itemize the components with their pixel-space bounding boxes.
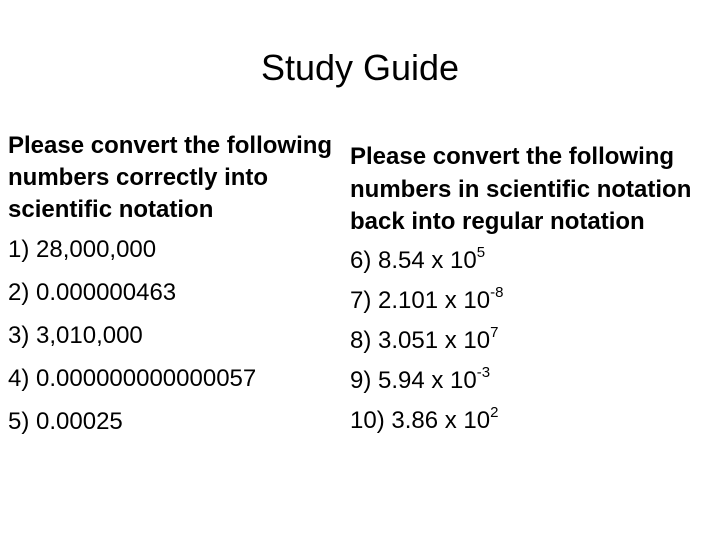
problem-6-exponent: 5	[476, 243, 486, 261]
problem-3: 3) 3,010,000	[8, 322, 143, 349]
right-column	[350, 141, 715, 441]
problem-7-base: 7) 2.101 x 10	[350, 286, 491, 314]
problem-9-base: 9) 5.94 x 10	[350, 366, 477, 394]
problem-10	[350, 401, 715, 441]
problem-8	[350, 321, 715, 361]
problem-10-base: 10) 3.86 x 10	[350, 406, 491, 434]
problem-9	[350, 361, 715, 401]
problem-2: 2) 0.000000463	[8, 279, 177, 306]
problem-10-exponent: 2	[490, 403, 499, 421]
problem-7-exponent: -8	[490, 283, 504, 301]
problem-6	[350, 241, 715, 281]
problem-9-exponent: -3	[476, 363, 491, 381]
problem-8-exponent: 7	[490, 323, 499, 341]
problem-4: 4) 0.000000000000057	[8, 365, 257, 392]
problem-1: 1) 28,000,000	[8, 236, 157, 263]
problem-6-base: 6) 8.54 x 10	[350, 246, 477, 274]
page-title: Study Guide	[260, 47, 460, 88]
left-column	[8, 130, 338, 443]
left-heading: Please convert the following numbers correctly into scientific notation	[8, 132, 333, 223]
problem-8-base: 8) 3.051 x 10	[350, 326, 491, 354]
problem-5: 5) 0.00025	[8, 408, 123, 435]
right-heading: Please convert the following numbers in scientific notation back into regular notation	[350, 143, 692, 235]
problem-7	[350, 281, 715, 321]
